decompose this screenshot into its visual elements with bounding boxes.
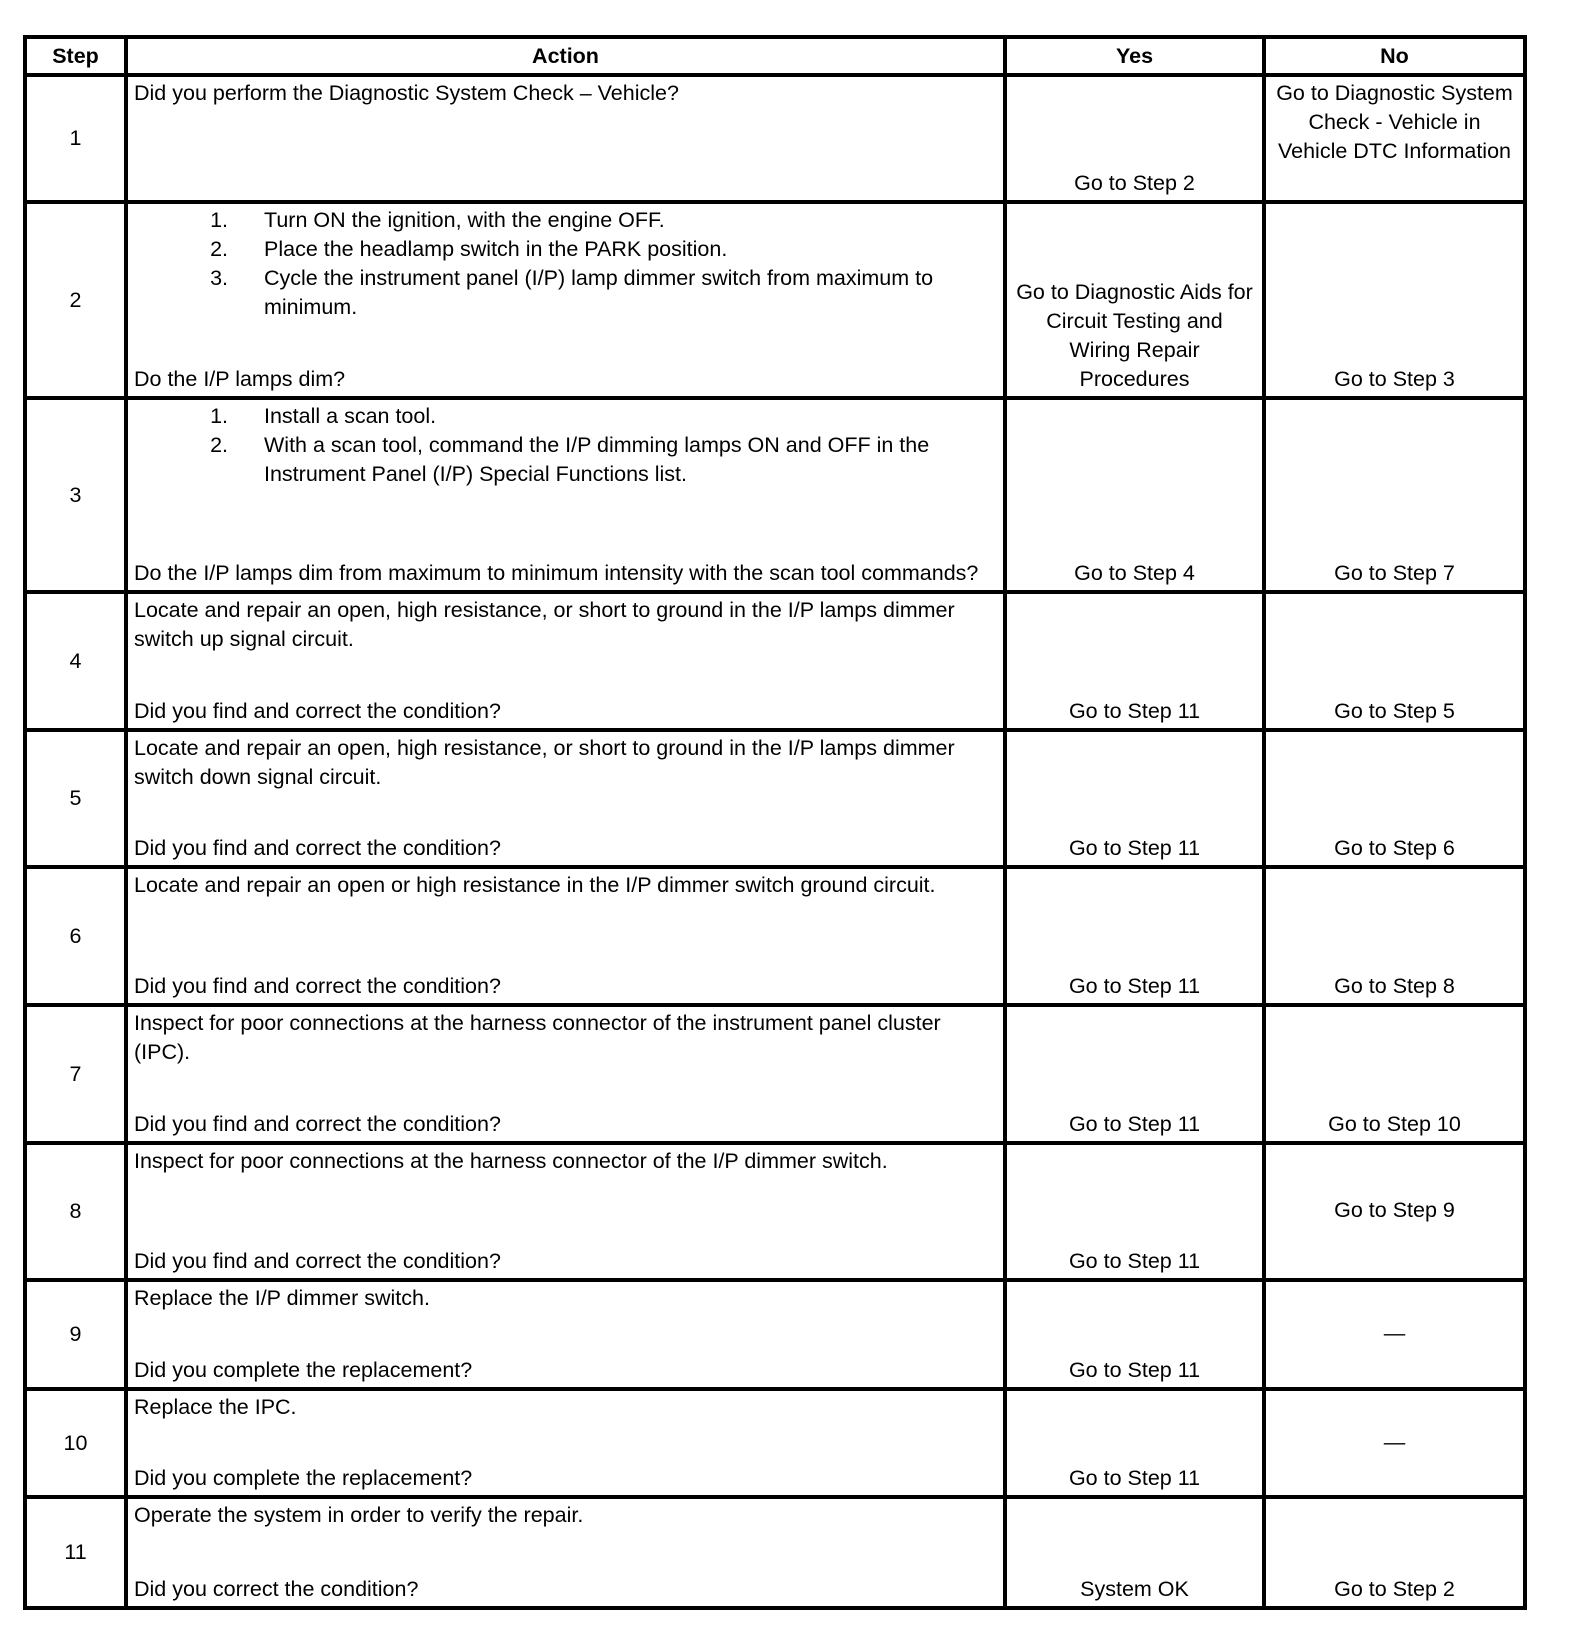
table-row: [25, 398, 1525, 592]
table-row: [25, 1280, 1525, 1389]
yes-result: Go to Step 11: [1005, 867, 1264, 1005]
action-cell: [126, 730, 1005, 867]
yes-result: Go to Step 11: [1005, 1280, 1264, 1389]
table-row: [25, 1497, 1525, 1608]
table-row: [25, 1005, 1525, 1143]
step-number: 5: [25, 730, 126, 867]
no-result: Go to Step 3: [1264, 202, 1525, 398]
step-number: 10: [25, 1389, 126, 1497]
table-row: [25, 1389, 1525, 1497]
header-no: No: [1264, 37, 1525, 75]
action-step: 2. With a scan tool, command the I/P dimming lamps ON and OFF in the Instrument Panel (I/P) Special Functions list.: [234, 431, 997, 489]
yes-result: Go to Step 11: [1005, 1143, 1264, 1280]
no-result: Go to Step 6: [1264, 730, 1525, 867]
yes-result: Go to Step 11: [1005, 730, 1264, 867]
yes-result: Go to Diagnostic Aids for Circuit Testing and Wiring Repair Procedures: [1005, 202, 1264, 398]
action-question: Do the I/P lamps dim from maximum to minimum intensity with the scan tool commands?: [134, 561, 979, 585]
action-cell: [126, 867, 1005, 1005]
action-question: Did you find and correct the condition?: [134, 699, 501, 723]
action-text: Locate and repair an open, high resistance, or short to ground in the I/P lamps dimmer switch down signal circuit.: [134, 736, 955, 789]
table-row: [25, 867, 1525, 1005]
action-steps-list: [134, 402, 997, 489]
action-question: Do the I/P lamps dim?: [134, 367, 346, 391]
no-result: Go to Step 7: [1264, 398, 1525, 592]
action-cell: [126, 202, 1005, 398]
yes-result: Go to Step 4: [1005, 398, 1264, 592]
step-number: 6: [25, 867, 126, 1005]
action-cell: [126, 1280, 1005, 1389]
action-text: Operate the system in order to verify the repair.: [134, 1503, 584, 1527]
header-step: Step: [25, 37, 126, 75]
step-number: 9: [25, 1280, 126, 1389]
table-row: [25, 202, 1525, 398]
step-number: 1: [25, 75, 126, 202]
action-text: Inspect for poor connections at the harness connector of the instrument panel cluster (IPC).: [134, 1011, 941, 1064]
action-step: 1. Turn ON the ignition, with the engine OFF.: [234, 206, 997, 235]
step-number: 11: [25, 1497, 126, 1608]
action-cell: [126, 1005, 1005, 1143]
action-cell: [126, 1497, 1005, 1608]
action-cell: [126, 1389, 1005, 1497]
step-number: 4: [25, 592, 126, 730]
action-text: Locate and repair an open, high resistance, or short to ground in the I/P lamps dimmer switch up signal circuit.: [134, 598, 955, 651]
action-step: 3. Cycle the instrument panel (I/P) lamp dimmer switch from maximum to minimum.: [234, 264, 997, 322]
step-number: 2: [25, 202, 126, 398]
action-cell: [126, 1143, 1005, 1280]
action-cell: [126, 75, 1005, 202]
action-cell: [126, 398, 1005, 592]
step-number: 8: [25, 1143, 126, 1280]
action-question: Did you correct the condition?: [134, 1577, 419, 1601]
header-row: [25, 37, 1525, 75]
no-result: Go to Step 9: [1264, 1143, 1525, 1280]
yes-result: Go to Step 2: [1005, 75, 1264, 202]
action-question: Did you complete the replacement?: [134, 1466, 473, 1490]
action-step: 1. Install a scan tool.: [234, 402, 997, 431]
yes-result: System OK: [1005, 1497, 1264, 1608]
no-result: Go to Step 8: [1264, 867, 1525, 1005]
action-question: Did you find and correct the condition?: [134, 836, 501, 860]
step-number: 3: [25, 398, 126, 592]
action-steps-list: [134, 206, 997, 322]
action-text: Replace the IPC.: [134, 1395, 297, 1419]
action-question: Did you find and correct the condition?: [134, 1112, 501, 1136]
table-row: [25, 75, 1525, 202]
action-question: Did you complete the replacement?: [134, 1358, 473, 1382]
action-text: Replace the I/P dimmer switch.: [134, 1286, 430, 1310]
no-result: —: [1264, 1280, 1525, 1389]
no-result: Go to Step 5: [1264, 592, 1525, 730]
step-number: 7: [25, 1005, 126, 1143]
table-row: [25, 592, 1525, 730]
no-result: Go to Step 10: [1264, 1005, 1525, 1143]
no-result: —: [1264, 1389, 1525, 1497]
table-row: [25, 1143, 1525, 1280]
action-text: Did you perform the Diagnostic System Check – Vehicle?: [134, 81, 679, 105]
yes-result: Go to Step 11: [1005, 592, 1264, 730]
diagnostic-table: [23, 35, 1527, 1610]
action-text: Inspect for poor connections at the harness connector of the I/P dimmer switch.: [134, 1149, 888, 1173]
yes-result: Go to Step 11: [1005, 1389, 1264, 1497]
header-action: Action: [126, 37, 1005, 75]
no-result: Go to Step 2: [1264, 1497, 1525, 1608]
action-question: Did you find and correct the condition?: [134, 1249, 501, 1273]
action-question: Did you find and correct the condition?: [134, 974, 501, 998]
yes-result: Go to Step 11: [1005, 1005, 1264, 1143]
no-result: Go to Diagnostic System Check - Vehicle in Vehicle DTC Information: [1264, 75, 1525, 202]
action-text: Locate and repair an open or high resistance in the I/P dimmer switch ground circuit.: [134, 873, 936, 897]
action-step: 2. Place the headlamp switch in the PARK position.: [234, 235, 997, 264]
header-yes: Yes: [1005, 37, 1264, 75]
table-row: [25, 730, 1525, 867]
action-cell: [126, 592, 1005, 730]
